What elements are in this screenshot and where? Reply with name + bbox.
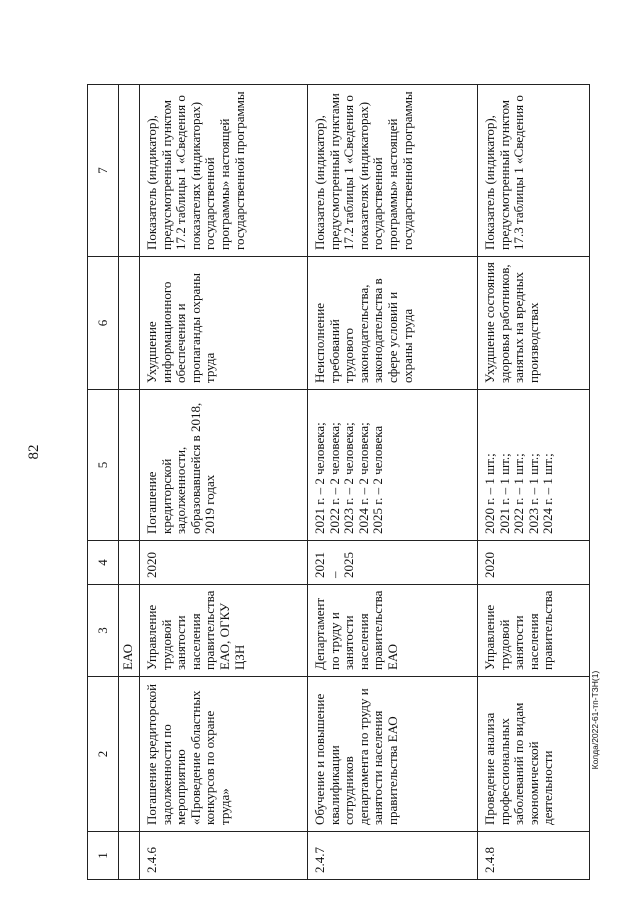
header-cell: 1 — [88, 832, 119, 880]
term: 2021 – 2025 — [308, 541, 478, 585]
sub-cell — [119, 832, 140, 880]
sub-cell — [119, 85, 140, 257]
event-name: Обучение и повышение квалификации сотрудников департамента по труду и занятости населения правительства ЕАО — [308, 677, 478, 832]
continuation-row — [119, 85, 140, 880]
header-cell: 6 — [88, 257, 119, 390]
header-cell: 7 — [88, 85, 119, 257]
expected-result: Погашение кредиторской задолженности, образовавшейся в 2018, 2019 годах — [140, 390, 308, 541]
sub-cell — [119, 677, 140, 832]
program-table — [87, 84, 590, 880]
consequence: Ухудшение информационного обеспечения и пропаганды охраны труда — [140, 257, 308, 390]
row-number: 2.4.8 — [478, 832, 590, 880]
sub-cell — [119, 257, 140, 390]
indicator-link: Показатель (индикатор), предусмотренный пунктами 17.2 таблицы 1 «Сведения о показателях (индикаторах) государственной программы» настоящей государственной программы — [308, 85, 478, 257]
expected-result: 2020 г. – 1 шт.; 2021 г. – 1 шт.; 2022 г. – 1 шт.; 2023 г. – 1 шт.; 2024 г. – 1 шт.; — [478, 390, 590, 541]
rotated-table-container — [87, 85, 574, 880]
row-number: 2.4.6 — [140, 832, 308, 880]
event-name: Погашение кредиторской задолженности по мероприятию «Проведение областных конкурсов по охране труда» — [140, 677, 308, 832]
executor: Департамент по труду и занятости населения правительства ЕАО — [308, 585, 478, 677]
header-cell: 3 — [88, 585, 119, 677]
header-row — [88, 85, 119, 880]
term: 2020 — [478, 541, 590, 585]
consequence: Ухудшение состояния здоровья работников, занятых на вредных производствах — [478, 257, 590, 390]
indicator-link: Показатель (индикатор), предусмотренный пунктом 17.2 таблицы 1 «Сведения о показателях (индикаторах) государственной программы» настоящей государственной программы — [140, 85, 308, 257]
table-row — [140, 85, 308, 880]
row-number: 2.4.7 — [308, 832, 478, 880]
sub-cell: ЕАО — [119, 585, 140, 677]
executor: Управление трудовой занятости населения правительства — [478, 585, 590, 677]
header-cell: 2 — [88, 677, 119, 832]
sub-cell — [119, 541, 140, 585]
header-cell: 4 — [88, 541, 119, 585]
event-name: Проведение анализа профессиональных заболеваний по видам экономической деятельности — [478, 677, 590, 832]
executor: Управление трудовой занятости населения правительства ЕАО, ОГКУ ЦЗН — [140, 585, 308, 677]
consequence: Неисполнение требований трудового законодательства, законодательства в сфере условий и охраны труда — [308, 257, 478, 390]
document-footer-code: Колда/2022-61-тп-ТЗН(1) — [590, 670, 600, 770]
table-row — [478, 85, 590, 880]
sub-cell — [119, 390, 140, 541]
header-cell: 5 — [88, 390, 119, 541]
table-row — [308, 85, 478, 880]
term: 2020 — [140, 541, 308, 585]
page-number: 82 — [26, 444, 42, 460]
expected-result: 2021 г. – 2 человека; 2022 г. – 2 человека; 2023 г. – 2 человека; 2024 г. – 2 человека; 2025 г. – 2 человека — [308, 390, 478, 541]
indicator-link: Показатель (индикатор), предусмотренный пунктом 17.3 таблицы 1 «Сведения о — [478, 85, 590, 257]
